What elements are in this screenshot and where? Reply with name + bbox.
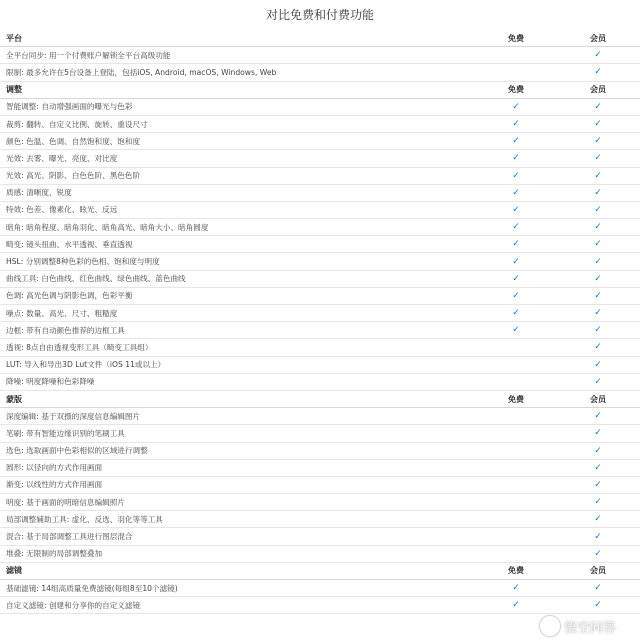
feature-row <box>0 150 640 167</box>
check-icon: ✓ <box>594 462 602 473</box>
feature-description: 降噪: 明度降噪和色彩降噪 <box>6 377 95 387</box>
feature-description: 深度编辑: 基于双摄的深度信息编辑图片 <box>6 411 141 421</box>
free-availability <box>476 583 556 593</box>
check-icon: ✓ <box>594 600 602 611</box>
check-icon: ✓ <box>512 136 520 147</box>
feature-description: 光效: 高光、阴影、白色色阶、黑色色阶 <box>6 171 141 181</box>
check-icon: ✓ <box>594 497 602 508</box>
feature-description: 明度: 基于画面的明暗信息编辑照片 <box>6 497 125 507</box>
feature-row <box>0 185 640 202</box>
feature-description: 曲线工具: 白色曲线、红色曲线、绿色曲线、蓝色曲线 <box>6 274 186 284</box>
member-availability <box>556 239 640 249</box>
feature-row <box>0 528 640 545</box>
check-icon: ✓ <box>512 153 520 164</box>
watermark <box>540 616 616 636</box>
member-availability <box>556 325 640 335</box>
member-availability <box>556 600 640 610</box>
feature-row <box>0 477 640 494</box>
free-availability <box>476 188 556 198</box>
feature-description: 堆叠: 无限制的局部调整叠加 <box>6 549 103 559</box>
member-availability <box>556 446 640 456</box>
feature-description: 选色: 选取画面中色彩相似的区域进行调整 <box>6 446 148 456</box>
feature-description: 笔刷: 带有智能边缘识别的笔刷工具 <box>6 428 125 438</box>
section-title: 蒙版 <box>6 394 22 404</box>
feature-row <box>0 580 640 597</box>
check-icon: ✓ <box>594 411 602 422</box>
check-icon: ✓ <box>512 290 520 301</box>
free-availability <box>476 239 556 249</box>
section-header-row <box>0 563 640 580</box>
check-icon: ✓ <box>594 204 602 215</box>
check-icon: ✓ <box>512 204 520 215</box>
check-icon: ✓ <box>594 119 602 130</box>
member-availability <box>556 480 640 490</box>
feature-description: 特效: 色差、像素化、眩光、反远 <box>6 205 118 215</box>
check-icon: ✓ <box>594 290 602 301</box>
member-availability <box>556 377 640 387</box>
check-icon: ✓ <box>594 342 602 353</box>
feature-description: 暗角: 暗角程度、暗角羽化、暗角高光、暗角大小、暗角圆度 <box>6 222 209 232</box>
check-icon: ✓ <box>594 583 602 594</box>
member-availability <box>556 583 640 593</box>
feature-row <box>0 116 640 133</box>
check-icon: ✓ <box>594 187 602 198</box>
member-availability <box>556 342 640 352</box>
member-availability <box>556 102 640 112</box>
feature-row <box>0 271 640 288</box>
feature-row <box>0 597 640 614</box>
free-availability <box>476 274 556 284</box>
feature-row <box>0 47 640 64</box>
feature-row <box>0 64 640 81</box>
section-title: 调整 <box>6 85 22 95</box>
feature-description: 畸变: 镜头扭曲、水平透视、垂直透视 <box>6 239 133 249</box>
section-title: 平台 <box>6 33 22 43</box>
page-title: 对比免费和付费功能 <box>265 8 374 22</box>
check-icon: ✓ <box>594 359 602 370</box>
feature-row <box>0 305 640 322</box>
check-icon: ✓ <box>594 50 602 61</box>
free-availability <box>476 600 556 610</box>
feature-description: 圆形: 以径向的方式作用画面 <box>6 463 103 473</box>
free-availability <box>476 171 556 181</box>
free-availability <box>476 205 556 215</box>
check-icon: ✓ <box>594 256 602 267</box>
member-availability <box>556 308 640 318</box>
member-column-header: 会员 <box>590 394 606 404</box>
feature-row <box>0 546 640 563</box>
check-icon: ✓ <box>512 583 520 594</box>
check-icon: ✓ <box>594 101 602 112</box>
check-icon: ✓ <box>594 136 602 147</box>
feature-row <box>0 168 640 185</box>
feature-row <box>0 99 640 116</box>
member-availability <box>556 549 640 559</box>
member-availability <box>556 205 640 215</box>
check-icon: ✓ <box>512 119 520 130</box>
check-icon: ✓ <box>594 548 602 559</box>
check-icon: ✓ <box>594 222 602 233</box>
check-icon: ✓ <box>512 239 520 250</box>
member-availability <box>556 67 640 77</box>
check-icon: ✓ <box>512 273 520 284</box>
section-header-row <box>0 391 640 408</box>
feature-row <box>0 494 640 511</box>
check-icon: ✓ <box>512 325 520 336</box>
section-title: 滤镜 <box>6 566 22 576</box>
free-availability <box>476 325 556 335</box>
free-availability <box>476 153 556 163</box>
free-column-header: 免费 <box>508 394 524 404</box>
member-column-header: 会员 <box>590 33 606 43</box>
member-availability <box>556 119 640 129</box>
feature-row <box>0 408 640 425</box>
member-availability <box>556 257 640 267</box>
member-availability <box>556 532 640 542</box>
member-availability <box>556 497 640 507</box>
member-availability <box>556 411 640 421</box>
member-availability <box>556 153 640 163</box>
feature-description: 边框: 带有自动颜色推荐的边框工具 <box>6 325 125 335</box>
feature-description: 透视: 8点自由透视变形工具（畸变工具组） <box>6 342 153 352</box>
check-icon: ✓ <box>594 325 602 336</box>
member-availability <box>556 222 640 232</box>
member-column-header: 会员 <box>590 85 606 95</box>
check-icon: ✓ <box>594 170 602 181</box>
feature-row <box>0 202 640 219</box>
member-availability <box>556 171 640 181</box>
feature-description: 光效: 去雾、曝光、亮度、对比度 <box>6 153 118 163</box>
feature-row <box>0 443 640 460</box>
check-icon: ✓ <box>594 308 602 319</box>
member-availability <box>556 50 640 60</box>
feature-description: 局部调整辅助工具: 虚化、反选、羽化等等工具 <box>6 514 163 524</box>
feature-description: 噪点: 数量、高光、尺寸、粗糙度 <box>6 308 118 318</box>
free-column-header: 免费 <box>508 85 524 95</box>
watermark-logo-icon <box>540 616 560 636</box>
free-column-header: 免费 <box>508 566 524 576</box>
member-availability <box>556 428 640 438</box>
free-availability <box>476 291 556 301</box>
feature-description: 色调: 高光色调与阴影色调，色彩平衡 <box>6 291 133 301</box>
feature-row <box>0 425 640 442</box>
feature-description: 基础滤镜: 14组高质量免费滤镜(每组8至10个滤镜) <box>6 583 178 593</box>
free-availability <box>476 308 556 318</box>
check-icon: ✓ <box>512 308 520 319</box>
free-availability <box>476 222 556 232</box>
check-icon: ✓ <box>594 428 602 439</box>
free-column-header: 免费 <box>508 33 524 43</box>
check-icon: ✓ <box>594 153 602 164</box>
feature-row <box>0 219 640 236</box>
member-availability <box>556 463 640 473</box>
feature-description: 质感: 清晰度、锐度 <box>6 188 72 198</box>
free-availability <box>476 136 556 146</box>
feature-description: 全平台同步: 用一个付费账户解锁全平台高级功能 <box>6 50 171 60</box>
feature-row <box>0 511 640 528</box>
member-availability <box>556 274 640 284</box>
check-icon: ✓ <box>512 187 520 198</box>
check-icon: ✓ <box>512 256 520 267</box>
check-icon: ✓ <box>512 600 520 611</box>
feature-row <box>0 374 640 391</box>
feature-row <box>0 253 640 270</box>
member-availability <box>556 514 640 524</box>
check-icon: ✓ <box>594 67 602 78</box>
feature-row <box>0 357 640 374</box>
free-availability <box>476 119 556 129</box>
feature-description: 颜色: 色温、色调、自然饱和度、饱和度 <box>6 136 141 146</box>
feature-comparison-table <box>0 30 640 614</box>
feature-row <box>0 288 640 305</box>
check-icon: ✓ <box>512 170 520 181</box>
feature-description: HSL: 分别调整8种色彩的色相、饱和度与明度 <box>6 257 160 267</box>
member-availability <box>556 188 640 198</box>
feature-row <box>0 236 640 253</box>
member-availability <box>556 360 640 370</box>
feature-description: 自定义滤镜: 创建和分享你的自定义滤镜 <box>6 600 141 610</box>
feature-description: 智能调整: 自动增强画面的曝光与色彩 <box>6 102 133 112</box>
member-availability <box>556 136 640 146</box>
feature-description: 渐变: 以线性的方式作用画面 <box>6 480 103 490</box>
feature-description: 混合: 基于局部调整工具进行图层混合 <box>6 532 133 542</box>
check-icon: ✓ <box>594 273 602 284</box>
feature-row <box>0 322 640 339</box>
member-column-header: 会员 <box>590 566 606 576</box>
free-availability <box>476 257 556 267</box>
feature-row <box>0 133 640 150</box>
feature-description: LUT: 导入和导出3D Lut文件（iOS 11或以上） <box>6 360 166 370</box>
feature-row <box>0 460 640 477</box>
section-header-row <box>0 82 640 99</box>
check-icon: ✓ <box>594 514 602 525</box>
feature-description: 限制: 最多允许在5台设备上登陆，包括iOS, Android, macOS, Windows, Web <box>6 67 277 77</box>
check-icon: ✓ <box>594 239 602 250</box>
watermark-text: 悟空问答 <box>563 620 616 636</box>
check-icon: ✓ <box>594 445 602 456</box>
check-icon: ✓ <box>594 531 602 542</box>
member-availability <box>556 291 640 301</box>
feature-row <box>0 339 640 356</box>
free-availability <box>476 102 556 112</box>
check-icon: ✓ <box>512 222 520 233</box>
check-icon: ✓ <box>594 479 602 490</box>
check-icon: ✓ <box>512 101 520 112</box>
feature-description: 裁剪: 翻转、自定义比例、旋转、重设尺寸 <box>6 119 148 129</box>
section-header-row <box>0 30 640 47</box>
check-icon: ✓ <box>594 376 602 387</box>
